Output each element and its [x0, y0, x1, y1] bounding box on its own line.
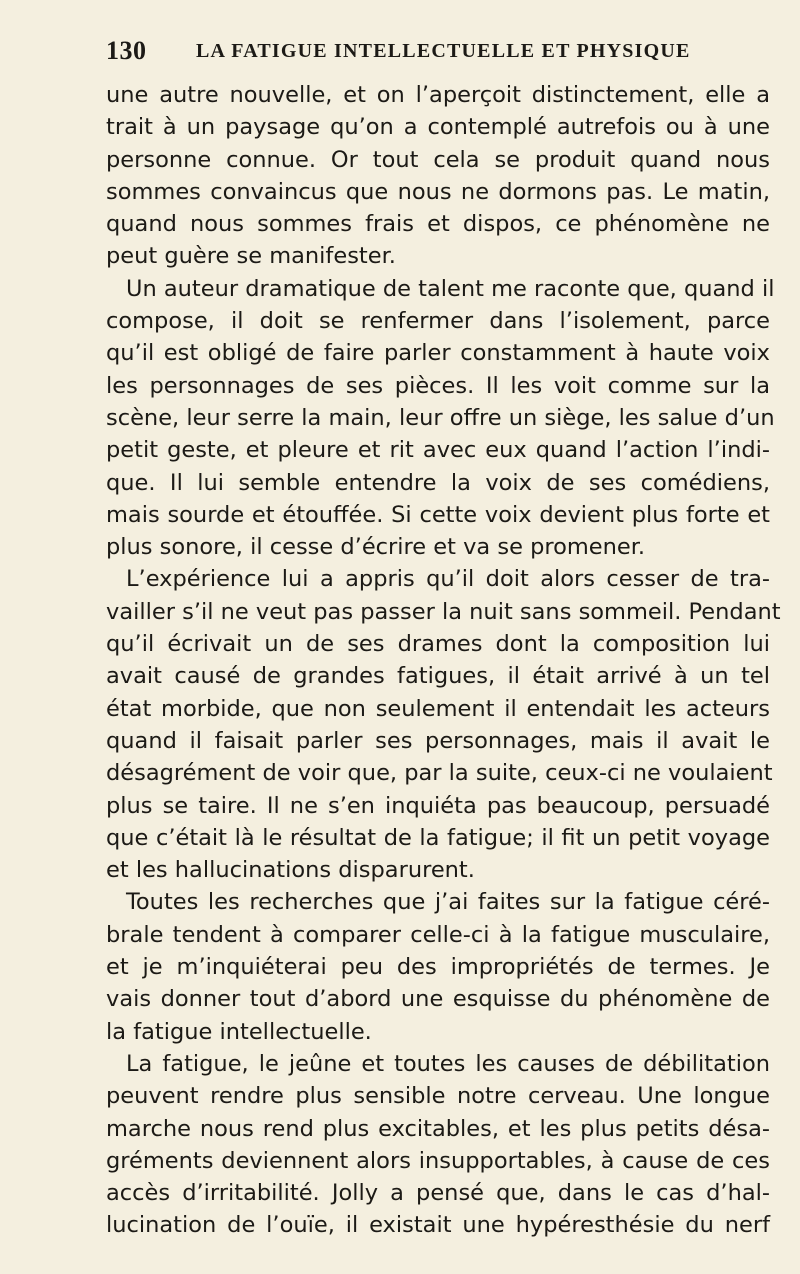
text-line: que. Il lui semble entendre la voix de ses comédiens, — [106, 469, 770, 496]
text-line: gréments deviennent alors insupportables, à cause de ces — [106, 1147, 770, 1174]
text-line: lucination de l’ouïe, il existait une hypéresthésie du nerf — [106, 1212, 770, 1239]
text-line: scène, leur serre la main, leur offre un siège, les salue d’un — [106, 404, 775, 431]
text-line: Toutes les recherches que j’ai faites sur la fatigue céré- — [126, 889, 770, 916]
text-line: la fatigue intellectuelle. — [106, 1018, 372, 1045]
text-line: les personnages de ses pièces. Il les voit comme sur la — [106, 372, 770, 399]
running-title: LA FATIGUE INTELLECTUELLE ET PHYSIQUE — [196, 40, 691, 62]
text-line: qu’il est obligé de faire parler constamment à haute voix — [106, 340, 770, 367]
text-line: La fatigue, le jeûne et toutes les causes de débilitation — [126, 1050, 770, 1077]
text-line: Un auteur dramatique de talent me raconte que, quand il — [126, 275, 775, 302]
text-line: brale tendent à comparer celle-ci à la fatigue musculaire, — [106, 921, 770, 948]
text-line: trait à un paysage qu’on a contemplé autrefois ou à une — [106, 114, 770, 141]
text-line: quand nous sommes frais et dispos, ce phénomène ne — [106, 211, 770, 238]
text-line: vailler s’il ne veut pas passer la nuit sans sommeil. Pendant — [106, 598, 781, 625]
text-line: désagrément de voir que, par la suite, ceux-ci ne voulaient — [106, 760, 773, 787]
text-line: accès d’irritabilité. Jolly a pensé que, dans le cas d’hal- — [106, 1180, 770, 1207]
body-text — [106, 79, 781, 1242]
text-line: sommes convaincus que nous ne dormons pas. Le matin, — [106, 178, 770, 205]
text-line: plus sonore, il cesse d’écrire et va se promener. — [106, 534, 646, 561]
text-line: mais sourde et étouffée. Si cette voix devient plus forte et — [106, 501, 770, 528]
text-line: L’expérience lui a appris qu’il doit alors cesser de tra- — [126, 566, 770, 593]
text-line: et les hallucinations disparurent. — [106, 857, 475, 884]
text-line: état morbide, que non seulement il entendait les acteurs — [106, 695, 770, 722]
text-line: compose, il doit se renfermer dans l’isolement, parce — [106, 308, 770, 335]
text-line: personne connue. Or tout cela se produit quand nous — [106, 146, 770, 173]
text-line: plus se taire. Il ne s’en inquiéta pas beaucoup, persuadé — [106, 792, 770, 819]
text-line: une autre nouvelle, et on l’aperçoit distinctement, elle a — [106, 82, 770, 108]
text-line: qu’il écrivait un de ses drames dont la composition lui — [106, 631, 770, 658]
text-line: marche nous rend plus excitables, et les plus petits désa- — [106, 1115, 770, 1142]
text-line: que c’était là le résultat de la fatigue; il fit un petit voyage — [106, 824, 770, 851]
page-header — [106, 36, 766, 70]
text-line: quand il faisait parler ses personnages, mais il avait le — [106, 727, 770, 754]
text-line: vais donner tout d’abord une esquisse du phénomène de — [106, 986, 770, 1013]
text-line: avait causé de grandes fatigues, il était arrivé à un tel — [106, 663, 770, 690]
text-line: petit geste, et pleure et rit avec eux quand l’action l’indi- — [106, 437, 770, 464]
text-line: peut guère se manifester. — [106, 243, 396, 270]
text-line: et je m’inquiéterai peu des impropriétés de termes. Je — [106, 954, 770, 981]
page-number: 130 — [106, 36, 147, 65]
text-line: peuvent rendre plus sensible notre cerveau. Une longue — [106, 1083, 770, 1110]
